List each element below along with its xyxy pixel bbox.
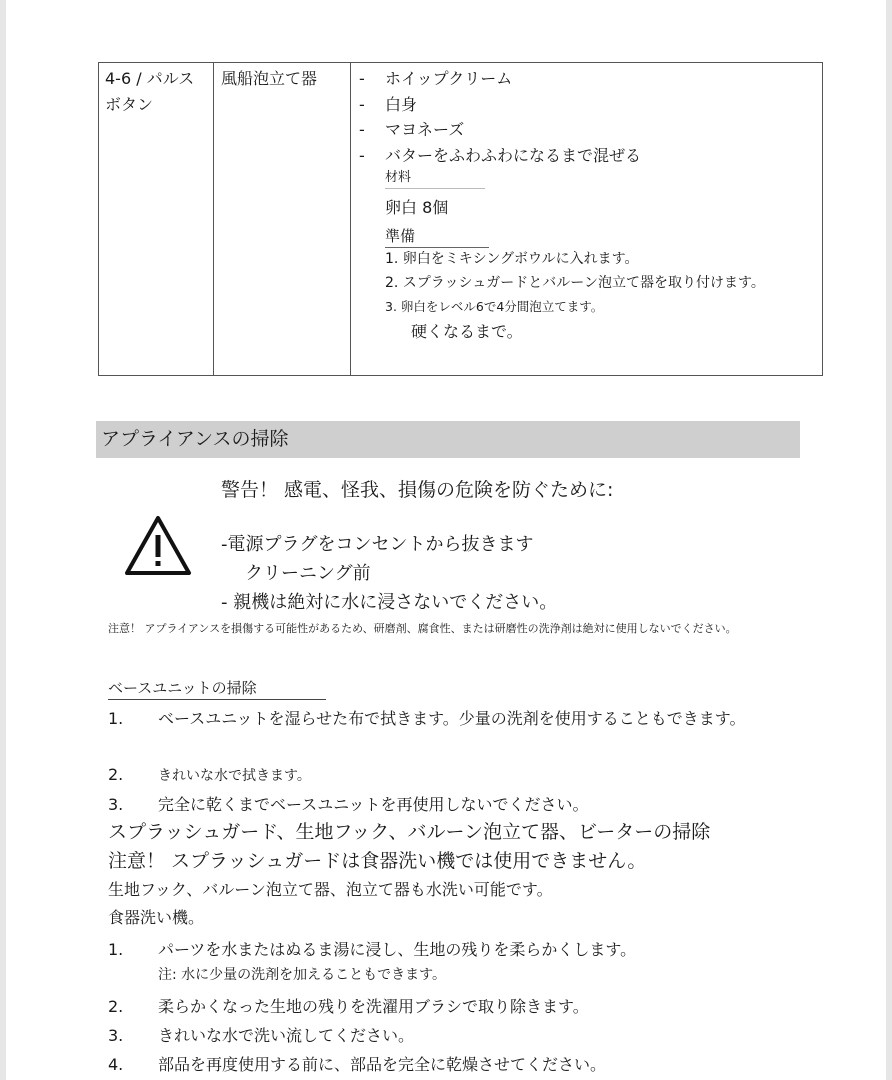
item-number: 3. — [108, 1026, 124, 1045]
ingredients-amount: 卵白 8個 — [385, 198, 449, 217]
right-page-edge — [886, 0, 892, 1080]
item-number: 3. — [108, 795, 124, 814]
list-item: - ホイップクリーム — [357, 66, 765, 92]
underline — [385, 188, 485, 189]
attachment-cell: 風船泡立て器 — [221, 69, 318, 88]
list-item — [108, 937, 636, 960]
warning-line: - 親機は絶対に水に浸さないでください。 — [221, 592, 558, 613]
list-item: - 白身 — [357, 92, 765, 118]
detergent-note: 注: 水に少量の洗剤を加えることもできます。 — [158, 967, 447, 983]
dishwasher-note: 注意！ スプラッシュガードは食器洗い機では使用できません。 — [108, 850, 647, 872]
section-title: アプライアンスの掃除 — [96, 421, 800, 458]
warning-line: クリーニング前 — [245, 563, 371, 584]
list-item: - バターをふわふわになるまで混ぜる — [357, 143, 765, 169]
base-unit-heading: ベースユニットの掃除 — [108, 679, 257, 697]
list-item: - マヨネーズ — [357, 117, 765, 143]
item-text: 完全に乾くまでベースユニットを再使用しないでください。 — [158, 795, 589, 814]
washable-line-cont: 食器洗い機。 — [108, 908, 205, 927]
item-number: 4. — [108, 1055, 124, 1074]
warning-lines — [221, 530, 557, 617]
item-text: 部品を再度使用する前に、部品を完全に乾燥させてください。 — [158, 1055, 607, 1074]
usage-cell — [357, 66, 765, 345]
speed-cell: 4-6 / パルス ボタン — [105, 69, 195, 114]
step-item: 3. 卵白をレベル6で4分間泡立てます。 — [385, 299, 604, 314]
item-number: 2. — [108, 997, 124, 1016]
list-item — [108, 765, 311, 785]
table-divider — [213, 63, 214, 375]
settings-table — [98, 62, 823, 376]
table-divider — [350, 63, 351, 375]
washable-line: 生地フック、バルーン泡立て器、泡立て器も水洗い可能です。 — [108, 880, 553, 899]
step-item: 硬くなるまで。 — [411, 321, 523, 341]
warning-title: 警告！ 感電、怪我、損傷の危険を防ぐために: — [221, 479, 614, 501]
warning-line: -電源プラグをコンセントから抜きます — [221, 534, 534, 555]
list-item — [108, 706, 746, 729]
item-number: 1. — [108, 709, 124, 728]
heading-underline — [108, 699, 326, 700]
caution-note: 注意！ アプライアンスを損傷する可能性があるため、研磨剤、腐食性、または研磨性の洗浄剤は絶対に使用しないでください。 — [108, 622, 737, 635]
item-number: 1. — [108, 940, 124, 959]
warning-triangle-icon — [124, 515, 192, 577]
attachments-heading: スプラッシュガード、生地フック、バルーン泡立て器、ビーターの掃除 — [108, 821, 711, 843]
prep-steps — [385, 248, 765, 345]
item-text: パーツを水またはぬるま湯に浸し、生地の残りを柔らかくします。 — [158, 940, 637, 959]
item-text: ベースユニットを湿らせた布で拭きます。少量の洗剤を使用することもできます。 — [158, 709, 746, 728]
step-item: 1. 卵白をミキシングボウルに入れます。 — [385, 251, 639, 267]
left-page-edge — [0, 0, 6, 1080]
uses-list — [357, 66, 765, 168]
item-text: きれいな水で洗い流してください。 — [158, 1026, 415, 1045]
list-item — [108, 792, 589, 815]
prep-label: 準備 — [385, 227, 416, 245]
step-item: 2. スプラッシュガードとバルーン泡立て器を取り付けます。 — [385, 274, 765, 291]
item-number: 2. — [108, 765, 124, 784]
list-item — [108, 1052, 606, 1075]
list-item — [108, 1023, 414, 1046]
item-text: きれいな水で拭きます。 — [158, 768, 311, 784]
list-item — [108, 994, 589, 1017]
ingredients-label: 材料 — [385, 170, 412, 185]
item-text: 柔らかくなった生地の残りを洗濯用ブラシで取り除きます。 — [158, 997, 589, 1016]
